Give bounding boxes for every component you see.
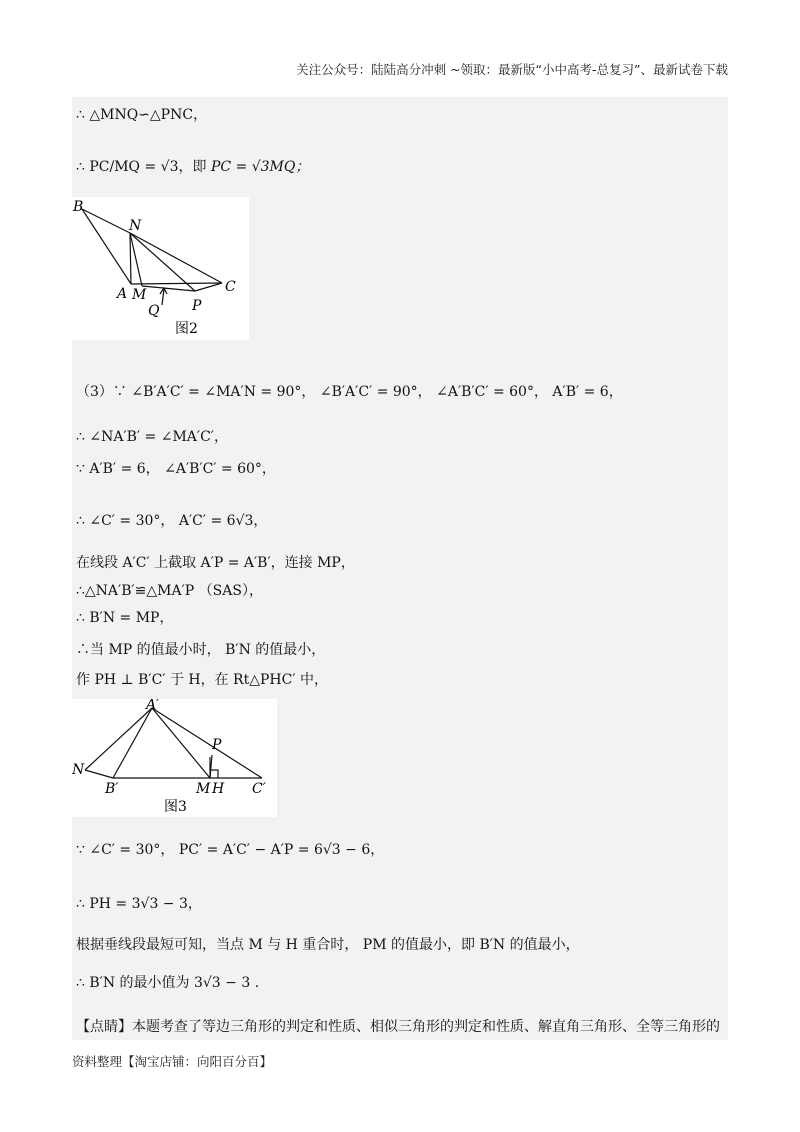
solution-line-10: ∴当 MP 的值最小时， B′N 的值最小，	[76, 642, 326, 658]
figure-2	[72, 197, 249, 340]
solution-line-14: 根据垂线段最短可知，当点 M 与 H 重合时， PM 的值最小，即 B′N 的值最小，	[76, 937, 580, 953]
label-b-prime: B′	[105, 781, 119, 797]
label-c-prime: C′	[252, 781, 266, 797]
solution-line-8: ∴△NA′B′≌△MA′P （SAS），	[76, 583, 263, 599]
label-m: M	[132, 287, 147, 303]
label-p: P	[212, 737, 222, 753]
label-a-prime: A′	[146, 699, 160, 713]
solution-line-11: 作 PH ⊥ B′C′ 于 H，在 Rt△PHC′ 中，	[76, 672, 328, 688]
solution-line-6: ∴ ∠C′ = 30°， A′C′ = 6√3，	[76, 513, 268, 529]
figure-3	[72, 699, 277, 817]
solution-line-15: ∴ B′N 的最小值为 3√3 − 3 .	[76, 975, 260, 991]
label-m: M	[196, 781, 211, 797]
solution-line-12: ∵ ∠C′ = 30°， PC′ = A′C′ − A′P = 6√3 − 6，	[76, 842, 385, 858]
solution-line-16: 【点睛】本题考查了等边三角形的判定和性质、相似三角形的判定和性质、解直角三角形、全等三角形的	[76, 1019, 720, 1035]
label-q: Q	[148, 303, 160, 319]
solution-line-4: ∴ ∠NA′B′ = ∠MA′C′，	[76, 429, 228, 445]
label-c: C	[225, 279, 236, 295]
solution-line-1: ∴ △MNQ∽△PNC，	[76, 107, 208, 123]
label-n: N	[72, 762, 85, 778]
page-header: 关注公众号：陆陆高分冲刺 ~领取：最新版“小中高考-总复习”、最新试卷下载	[296, 62, 728, 77]
figure-2-diagram	[72, 197, 249, 340]
solution-content	[72, 97, 728, 1040]
solution-line-7: 在线段 A′C′ 上截取 A′P = A′B′，连接 MP，	[76, 555, 355, 571]
solution-line-5: ∵ A′B′ = 6， ∠A′B′C′ = 60°，	[76, 461, 276, 477]
figure-3-caption: 图3	[164, 799, 187, 815]
ratio-text: ∴ PC/MQ = √3，即	[76, 159, 211, 175]
label-n: N	[129, 218, 142, 234]
label-b: B	[73, 199, 84, 215]
solution-line-2	[76, 157, 309, 177]
label-h: H	[212, 781, 225, 797]
solution-line-3: （3）∵ ∠B′A′C′ = ∠MA′N = 90°， ∠B′A′C′ = 90°， ∠A′B′C′ = 60°， A′B′ = 6，	[76, 384, 623, 400]
page-footer: 资料整理【淘宝店铺：向阳百分百】	[72, 1054, 273, 1069]
solution-line-9: ∴ B′N = MP，	[76, 610, 174, 626]
pc-equation: PC = √3MQ；	[210, 159, 310, 175]
solution-line-13: ∴ PH = 3√3 − 3，	[76, 896, 202, 912]
label-p: P	[192, 298, 202, 314]
figure-3-diagram	[72, 699, 277, 817]
figure-2-caption: 图2	[175, 321, 198, 337]
label-a: A	[117, 286, 128, 302]
